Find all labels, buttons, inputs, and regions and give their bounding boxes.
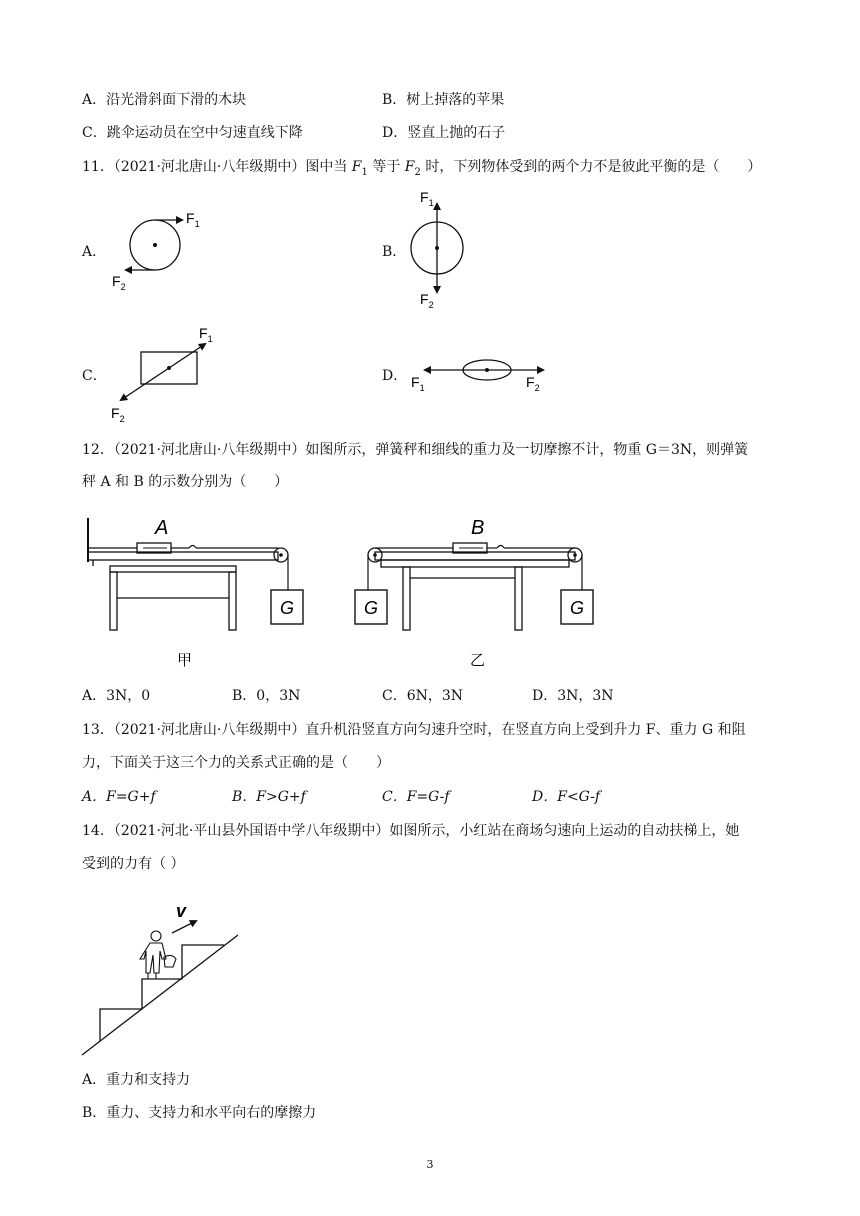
q10-option-a: A．沿光滑斜面下滑的木块 (82, 92, 247, 108)
q14-velocity-label: v (176, 901, 187, 921)
q13-stem-line2: 力，下面关于这三个力的关系式正确的是（ ） (82, 755, 390, 771)
q10-option-c: C．跳伞运动员在空中匀速直线下降 (82, 125, 303, 141)
q12-yi-left-weight-label: G (364, 598, 379, 618)
q13-stem-line1: 13．（2021·河北唐山·八年级期中）直升机沿竖直方向匀速升空时，在竖直方向上受到升力 F、重力 G 和阻 (82, 722, 746, 738)
q11-c-f2-label: $F_2$ (111, 405, 125, 424)
q11-option-c-label: C． (82, 368, 107, 384)
q11-option-a-label: A． (82, 244, 107, 260)
q11-stem: 11．（2021·河北唐山·八年级期中）图中当 $F_1$ 等于 $F_2$ 时，下列物体受到的两个力不是彼此平衡的是（ ） (82, 159, 762, 178)
q11-figure-c (105, 322, 225, 422)
q14-stem-line1: 14．（2021·河北·平山县外国语中学八年级期中）如图所示，小红站在商场匀速向上运动的自动扶梯上，她 (82, 823, 740, 839)
q11-d-f1-label: $F_1$ (411, 374, 425, 393)
q12-option-b: B．0，3N (232, 688, 301, 704)
q14-stem-line2: 受到的力有（ ） (82, 856, 185, 872)
q11-figure-a (100, 205, 210, 295)
q11-option-b-label: B． (382, 244, 407, 260)
q12-scale-a-label: A (155, 517, 169, 539)
q11-option-d-label: D． (382, 368, 408, 384)
q10-option-b: B．树上掉落的苹果 (382, 92, 505, 108)
q12-option-c: C．6N，3N (382, 688, 464, 704)
q12-stem-line1: 12．（2021·河北唐山·八年级期中）如图所示，弹簧秤和细线的重力及一切摩擦不计，物重 G＝3N，则弹簧 (82, 442, 749, 458)
q12-jia-weight-label: G (280, 598, 295, 618)
q11-b-f1-label: $F_1$ (420, 189, 434, 208)
q11-c-f1-label: $F_1$ (199, 325, 213, 344)
q12-caption-jia: 甲 (177, 652, 193, 669)
page-number: 3 (426, 1158, 434, 1171)
q13-option-c: C．F=G-f (382, 789, 450, 805)
person-icon (140, 931, 176, 979)
q12-option-d: D．3N，3N (532, 688, 614, 704)
q12-option-a: A．3N，0 (82, 688, 151, 704)
q12-scale-b-label: B (471, 517, 485, 539)
q14-option-b: B．重力、支持力和水平向右的摩擦力 (82, 1105, 317, 1121)
q10-option-d: D．竖直上抛的石子 (382, 125, 506, 141)
q12-yi-right-weight-label: G (570, 598, 585, 618)
q13-option-d: D．F<G-f (532, 789, 601, 805)
q13-option-a: A．F=G+f (82, 789, 156, 805)
q13-option-b: B．F>G+f (232, 789, 306, 805)
q11-b-f2-label: $F_2$ (420, 291, 434, 310)
q14-figure (78, 895, 248, 1065)
q12-stem-line2: 秤 A 和 B 的示数分别为（ ） (82, 474, 289, 490)
q11-a-f1-label: $F_1$ (186, 210, 200, 229)
q11-figure-d (405, 352, 550, 397)
q11-a-f2-label: $F_2$ (112, 273, 126, 292)
q12-figure (85, 510, 605, 670)
q11-d-f2-label: $F_2$ (526, 374, 540, 393)
q12-caption-yi: 乙 (470, 652, 486, 669)
q14-option-a: A．重力和支持力 (82, 1072, 191, 1088)
q11-figure-b (405, 190, 475, 315)
